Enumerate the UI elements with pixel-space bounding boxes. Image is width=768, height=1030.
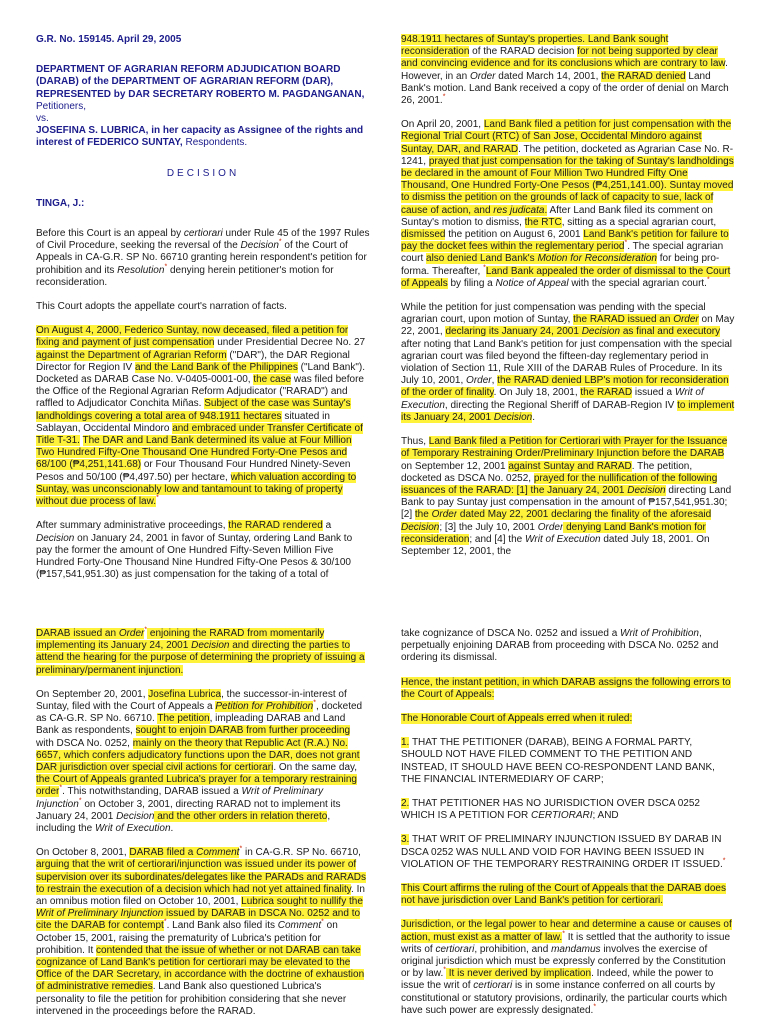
decision-heading: DECISION [166,167,240,179]
text-run: the RARAD denied [601,70,686,82]
paragraph [36,325,370,508]
footnote-ref[interactable]: * [59,785,63,793]
text-run: prayed for the nullification of the following issuances of the RARAD: [1] the January 24, 2001 [401,472,718,496]
text-run: . On the same day, [273,762,358,774]
text-run: Lubrica sought to nullify the [241,896,363,908]
footnote-ref[interactable]: * [156,494,159,502]
footnote-ref[interactable]: * [562,930,565,938]
error-item-1 [401,737,735,786]
error-item-2 [401,798,735,822]
column-bottom-left [36,628,370,1030]
text-run: Decision [493,411,533,423]
text-run: On October 8, 2001, [36,847,130,859]
text-run: It is never derived by implication [445,968,592,980]
text-run: the RARAD denied LBP's motion for reconsideration of the order of finality [401,375,729,399]
text-run: certiorari [183,228,223,240]
text-run: dated March 14, 2001, [495,70,602,82]
text-run: and the Land Bank of the Philippines [134,361,298,373]
text-run: Hence, the instant petition, in which DARAB assigns the following errors to the Court of Appeals: [401,676,731,700]
text-run: Resolution [117,264,165,276]
text-run: It is settled that the authority to issue writs of [401,931,731,955]
text-run: certiorari [473,980,513,992]
error-item-3 [401,834,735,871]
text-run: 3. [401,834,410,846]
footnote-ref[interactable]: * [239,845,243,853]
text-run: under Rule 45 of the 1997 Rules of Civil Procedure, seeking the reversal of the [36,228,370,252]
paragraph [36,847,370,1018]
text-run: before the DARAB [639,448,725,460]
paragraph [401,302,735,424]
text-run: and directing the parties to attend the hearing for the purpose of determining the propriety of issuing a preliminary/permanent injunction. [36,640,365,676]
text-run: Order [466,375,492,387]
text-run: of the RARAD decision [469,46,578,58]
text-run: with the special agrarian court. [568,277,707,289]
text-run: , the successor-in-interest of Suntay, filed with the Court of Appeals a [36,688,347,713]
text-run: also denied Land Bank's [426,253,538,265]
text-run: THAT WRIT OF PRELIMINARY INJUNCTION ISSUED BY DARAB IN DSCA 0252 WAS NULL AND VOID FOR HAVING BEEN ISSUED IN VIOLATION OF THE TEMPORARY RESTRAINING ORDER IT ISSUED. [401,834,723,870]
text-run: Writ of Prohibition [620,628,699,639]
footnote-ref[interactable]: * [164,263,168,271]
text-run: Writ of Execution [401,387,704,411]
paragraph [401,677,735,701]
column-top-left [36,34,370,593]
text-run: While the petition for just compensation was pending with the special agrarian court, upon motion of Suntay, [401,302,706,326]
text-run: on May 22, 2001, [401,314,735,338]
text-run: the petition on August 6, 2001 [445,229,584,241]
text-run: to implement its January 24, 2001 [401,399,735,423]
text-run: Order [469,70,496,82]
text-run: dismissed [401,229,446,241]
text-run: 948.1911 hectares of Suntay's properties. [401,34,588,45]
text-run: by filing a [447,277,496,289]
text-run: . The petition, docketed as DSCA No. 0252, [401,460,693,484]
text-run: Motion for Reconsideration [537,253,657,265]
text-run: Josefina Lubrica [148,688,222,700]
paragraph [36,228,370,289]
footnote-ref[interactable]: * [706,276,710,284]
text-run: Decision [240,240,279,252]
text-run: , directing the Regional Sheriff of DARAB-Region IV [444,399,678,411]
text-run: with DSCA No. 0252, [36,737,133,749]
text-run: for not being supported by clear and convincing evidence and for its conclusions which are contrary to law [401,46,726,70]
text-run: , [491,375,498,387]
versus: vs. [36,113,49,125]
text-run: On August 4, 2000 [36,325,119,337]
text-run: On September 20, 2001, [36,688,149,700]
text-run: on September 12, 2001 [401,460,509,472]
text-run: , prohibition, and [474,943,552,955]
case-number: G.R. No. 159145. April 29, 2005 [36,34,182,45]
text-run: . [544,204,548,216]
text-run: , Federico Suntay, now deceased, filed a petition for fixing and payment of just compensation [36,325,349,349]
text-run: Notice of Appeal [495,277,569,289]
ponente: TINGA, J.: [36,197,85,209]
footnote-ref[interactable]: * [144,626,148,634]
text-run: is in some instance conferred on all courts by constitutional or statutory provisions, ordinarily, the particular courts which have such power are expressly designated. [401,980,728,1016]
text-run: . The petition, docketed as Agrarian Case No. R-1241, [401,143,734,167]
text-run: Decision [116,810,155,822]
text-run: dated July 18, 2001. On September 12, 2001, the [401,533,710,557]
text-run: Comment [196,847,240,859]
petitioner-role: Petitioners, [36,100,87,112]
footnote-ref[interactable]: * [78,797,82,805]
text-run: ("DAR"), the DAR Regional Director for Region IV [36,349,350,373]
paragraph [401,628,735,665]
paragraph [401,119,735,290]
text-run: was filed before the Office of the Regional Agrarian Reform Adjudicator ("RARAD") and raffled to Adjudicator Conchita Miñas. [36,374,364,410]
paragraph [401,436,735,558]
text-run: situated in Sablayan, Occidental Mindoro [36,410,330,434]
text-run: on October 15, 2001, raising the prematurity of Lubrica's petition for prohibition. It [36,920,338,956]
footnote-ref[interactable]: * [624,239,628,247]
text-run: Land Bank's petition for failure to pay the docket fees within the reglementary period [401,229,729,253]
text-run: Subject of the case was Suntay's landholdings covering a total area of 948.1911 hectares [36,398,351,422]
text-run: under Presidential Decree No. 27 [214,337,366,349]
text-run: ; AND [592,810,619,822]
text-run: Land Bank filed a Petition for Certiorari with Prayer for the Issuance of Temporary Restraining Order/Preliminary Injunction [401,436,728,460]
text-run: mandamus [551,943,601,955]
text-run: DARAB filed a [129,847,197,859]
text-run: in CA-G.R. SP No. 66710, [242,847,361,859]
text-run: the RTC [524,216,562,228]
text-run: ("Land Bank"). Docketed as DARAB Case No. V-0405-0001-00, [36,361,365,386]
text-run: on January 24, 2001 in favor of Suntay, ordering Land Bank to pay the former the amount of One Hundred Fifty-Seven Million Five Hundred Forty-One Thousand Nine Hundred Fifty-One Pesos & 30/100 (₱157,541,951.30) as just compensation for the taking of a total of [36,532,353,581]
text-run: denying herein petitioner's motion for reconsideration. [36,264,334,288]
text-run: , perpetually enjoining DARAB from proceeding with DSCA No. 0252 and ordering its dismissal. [401,628,719,664]
footnote-ref[interactable]: * [442,93,446,101]
text-run: the Court of Appeals granted Lubrica's prayer for a temporary restraining order [36,774,357,798]
paragraph [401,34,735,107]
text-run: After summary administrative proceedings, [36,520,229,532]
text-run: which valuation according to Suntay, was unconscionably low and tantamount to taking of property without due process of law. [36,471,357,508]
text-run: declaring its January 24, 2001 [445,326,582,338]
footnote-ref[interactable]: * [313,699,316,707]
column-bottom-right [401,628,735,1029]
text-run: . This notwithstanding, DARAB issued a [62,786,242,798]
footnote-ref[interactable]: * [593,1003,597,1011]
text-run: . Land Bank also questioned Lubrica's personality to file the petition for prohibition considering that she never intervened in the proceedings before the RARAD. [36,981,347,1017]
text-run: directing Land Bank to pay Suntay just compensation in the amount of ₱157,541,951.30; [2] [401,484,732,521]
text-run: , impleading DARAB and Land Bank as respondents, [36,713,346,737]
text-run: Writ of Execution [94,823,171,835]
footnote-ref[interactable]: * [443,966,446,974]
text-run: issued a [632,387,675,399]
paragraph [36,689,370,835]
text-run: Land Bank sought reconsideration [401,34,669,58]
text-run: take cognizance of DSCA No. 0252 and issued a [401,628,621,639]
text-run: . [170,823,174,835]
text-run: the RARAD rendered [228,520,323,532]
text-run: Thus, [401,436,429,448]
text-run: . However, in an [401,58,728,82]
text-run: Writ of Preliminary Injunction [36,908,164,920]
text-run: for being pro-forma. Thereafter, [401,253,720,277]
text-run: The Honorable Court of Appeals erred when it ruled: [401,713,633,725]
text-run: . The special agrarian court [401,241,724,265]
text-run: of the Court of Appeals in CA-G.R. SP No. 66710 granting herein respondent's petition for prohibition and its [36,240,367,276]
text-run: involves the exercise of original jurisdiction which must be expressly conferred by the Constitution or by law. [401,943,726,980]
text-run: Land Bank filed a petition for just compensation with the Regional Trial Court (RTC) of San Jose, Occidental Mindoro against Suntay, DAR, and RARAD [401,119,732,155]
footnote-ref[interactable]: * [163,919,167,927]
text-run: Land Bank appealed the order of dismissal to the Court of Appeals [401,265,731,289]
text-run: res judicata [493,204,545,216]
text-run: 2. [401,798,410,810]
text-run: ; [3] the July 10, 2001 [439,521,538,533]
text-run: , including the [36,810,331,835]
text-run: DARAB issued an [36,628,119,639]
text-run: . [532,411,535,423]
text-run: The DAR and Land Bank determined its value at Four Million Two Hundred Fifty-One Thousand One Hundred Forty-One Pesos and 68/100 (₱4,251,141.68) [36,435,352,471]
text-run: and the other orders in relation thereto [154,810,328,822]
text-run: Decision [191,640,230,652]
footnote-ref[interactable]: * [483,264,486,272]
text-run: contended that the issue of whether or not DARAB can take cognizance of Land Bank's petition for certiorari may be elevated to the Office of the DAR Secretary, in accordance with the doctrine of exhaustion of administrative remedies [36,944,365,993]
text-run: after noting that Land Bank's petition for just compensation with the special agrarian court was filed beyond the fifteen-day reglementary period in violation of Section 11, Rule XIII of the DARAB Rules of Procedure. In its July 10, 2001, [401,338,732,387]
text-run: Order [431,509,458,521]
text-run: Before this Court is an appeal by [36,228,184,240]
text-run: 1. [401,737,410,749]
text-run: the RARAD [580,387,633,399]
text-run: , docketed as CA-G.R. SP No. 66710. [36,701,363,725]
paragraph [401,883,735,907]
respondent-role: Respondents. [182,137,248,149]
text-run: and embraced under Transfer Certificate of Title T-31. [36,422,363,447]
text-run: Writ of Execution [524,533,601,545]
text-run: a [322,520,332,532]
text-run: against Suntay and RARAD [508,460,632,472]
text-run: . Indeed, while the power to issue the writ of [401,968,714,992]
text-run: Order [537,521,564,533]
text-run: Decision [627,484,666,496]
paragraph [36,520,370,581]
text-run: on October 3, 2001, directing RARAD not to implement its January 24, 2001 [36,798,341,822]
text-run: Order [118,628,145,639]
text-run: denying Land Bank's motion for reconsideration [401,521,706,545]
paragraph [36,628,370,677]
paragraph: This Court adopts the appellate court's narration of facts. [36,301,287,313]
text-run: This Court affirms the ruling of the Court of Appeals that the DARAB does not have jurisdiction over Land Bank's petition for certiorari. [401,883,726,907]
text-run: or Four Thousand Four Hundred Ninety-Seven Pesos and 50/100 (₱4,497.50) per hectare, [36,459,351,483]
text-run: dated May 22, 2001 declaring the finality of the aforesaid [457,509,712,521]
text-run: the [414,509,432,521]
footnote-ref[interactable]: * [321,919,324,927]
text-run: Land Bank's motion. Land Bank received a copy of the order of denial on March 26, 2001. [401,70,729,107]
text-run: THAT PETITIONER HAS NO JURISDICTION OVER DSCA 0252 WHICH IS A PETITION FOR [401,798,700,822]
paragraph [401,919,735,1017]
footnote-ref[interactable]: * [278,238,282,246]
text-run: . On July 18, 2001, [493,387,581,399]
text-run: ; and [4] the [469,533,525,545]
text-run: arguing that the writ of certiorari/injunction was issued under its power of supervision over its subordinates/delegates like the PARADs and RARADs to restrain the execution of a decision which had not yet attained finality [36,859,366,895]
text-run: prayed that just compensation for the taking of Suntay's landholdings be declared in the amount of Four Million Two Hundred Fifty One Thousand, One Hundred Forty-One Pesos (₱4,251,141.00). Suntay moved to dismiss the petition on the grounds of lack of capacity to sue, lack of cause of action, and [401,155,734,216]
text-run: Comment [277,920,322,932]
text-run: CERTIORARI [531,810,593,822]
text-run: . In an omnibus motion filed on October 10, 2001, [36,883,365,908]
respondent-name: JOSEFINA S. LUBRICA, in her capacity as Assignee of the rights and interest of FEDERICO SUNTAY, [36,125,364,149]
text-run: Decision [581,326,621,338]
text-run: Petition for Prohibition [215,701,314,713]
text-run: enjoining the RARAD from momentarily implementing its January 24, 2001 [36,628,325,652]
paragraph [401,713,735,725]
petitioner-name: DEPARTMENT OF AGRARIAN REFORM ADJUDICATION BOARD (DARAB) of the DEPARTMENT OF AGRARIAN REFORM (DAR), REPRESENTED by DAR SECRETARY ROBERTO M. PAGDANGANAN, [36,64,365,100]
footnote-ref[interactable]: * [722,857,726,865]
text-run: On April 20, 2001, [401,119,484,131]
text-run: THAT THE PETITIONER (DARAB), BEING A FORMAL PARTY, SHOULD NOT HAVE FILED COMMENT TO THE PETITION AND INSTEAD, IT SHOULD HAVE BEEN CO-RESPONDENT LAND BANK, THE FINANCIAL INTERMEDIARY OF CARP; [401,737,715,785]
text-run: mainly on the theory that Republic Act (R.A.) No. 6657, which confers adjudicatory functions upon the DAR, does not grant DAR jurisdiction over special civil actions for certiorari [36,737,360,774]
text-run: . Land Bank also filed its [166,920,278,932]
text-run: against the Department of Agrarian Reform [36,349,227,361]
text-run: the case [253,374,292,386]
text-run: Order [673,314,699,326]
text-run: issued by DARAB in DSCA No. 0252 and to cite the DARAB for contempt [36,908,361,932]
text-run: Jurisdiction, or the legal power to hear and determine a cause or causes of action, must exist as a matter of law. [401,919,732,943]
text-run: After Land Bank filed its comment on Suntay's motion to dismiss, [401,204,713,228]
text-run: sought to enjoin DARAB from further proceeding [135,725,351,737]
text-run: , sitting as a special agrarian court, [561,216,717,228]
text-run: The petition [157,713,210,725]
text-run: certiorari [435,943,475,955]
text-run: as final and executory [620,326,721,338]
text-run: Decision [36,532,75,544]
text-run: the RARAD issued an [573,314,674,326]
text-run: Writ of Preliminary Injunction [36,786,324,810]
case-parties [36,64,370,149]
column-top-right [401,34,735,570]
text-run: Decision [401,521,440,533]
